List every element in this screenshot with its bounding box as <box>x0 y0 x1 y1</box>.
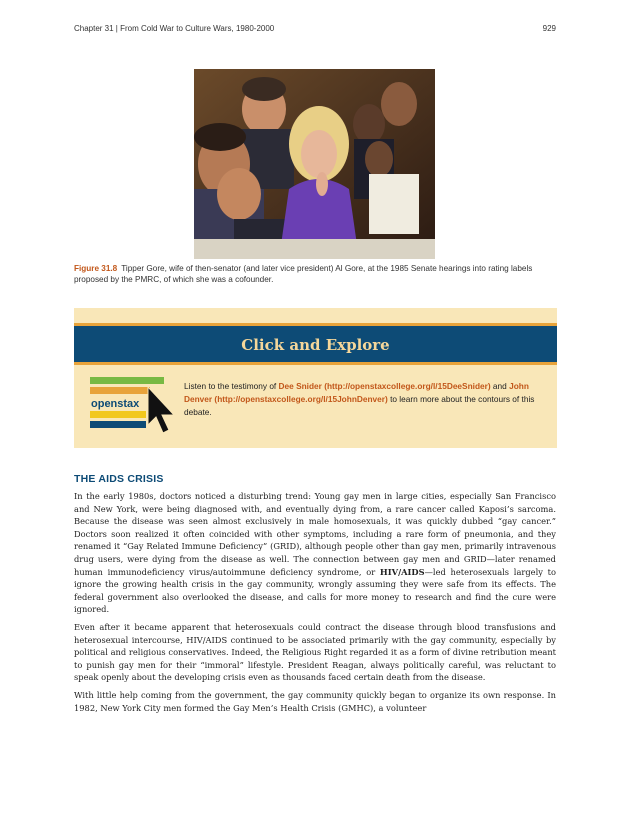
figure-caption-text: Tipper Gore, wife of then-senator (and later vice president) Al Gore, at the 1985 Senate hearings into rating labels proposed by the PMRC, of which she was a cofounder. <box>74 264 533 284</box>
explore-text-part: Listen to the testimony of <box>184 381 279 391</box>
page-header <box>74 24 556 33</box>
figure-caption <box>74 263 558 285</box>
click-and-explore-box <box>74 308 557 448</box>
paragraph-1-text: In the early 1980s, doctors noticed a disturbing trend: Young gay men in large cities, especially San Francisco and New York, were being diagnosed with, and eventually dying from, a rare cancer called Kaposi’s sarcoma. Because the disease was seen almost exclusively in male homosexuals, it was quickly dubbed “gay cancer.” Doctors soon realized it often coincided with other symptoms, including a rare form of pneumonia, and they renamed it “Gay Related Immune Deficiency” (GRID), although people other than gay men, primarily intravenous drug users, were dying from the disease as well. The connection between gay men and GRID—later renamed human immunodeficiency virus/autoimmune deficiency syndrome, or <box>74 491 556 577</box>
page-number: 929 <box>542 24 556 33</box>
key-term: HIV/AIDS <box>379 566 425 577</box>
paragraph-1 <box>74 490 556 616</box>
click-and-explore-text <box>184 380 544 419</box>
dee-snider-link[interactable]: Dee Snider (http://openstaxcollege.org/l/15DeeSnider) <box>278 381 491 391</box>
click-and-explore-title: Click and Explore <box>241 336 390 354</box>
explore-text-part: to learn more about the contours of this debate. <box>184 394 535 417</box>
john-denver-link[interactable]: John Denver (http://openstaxcollege.org/l/15JohnDenver) <box>184 381 529 404</box>
chapter-title: Chapter 31 | From Cold War to Culture Wars, 1980-2000 <box>74 24 275 33</box>
openstax-logo <box>90 377 176 439</box>
hearing-photo-illustration <box>194 69 435 259</box>
hearing-photo <box>194 69 435 259</box>
paragraph-1-text: —led heterosexuals largely to ignore the growing health crisis in the gay community, wrongly assuming they were safe from its effects. The federal government also overlooked the disease, and calls for more money to research and find the cure were ignored. <box>74 566 556 615</box>
explore-text-part: and <box>490 381 510 391</box>
section-heading: THE AIDS CRISIS <box>74 473 164 485</box>
openstax-logo-text: openstax <box>91 398 140 410</box>
openstax-cursor-icon <box>90 377 176 439</box>
section-body <box>74 490 556 719</box>
paragraph-2: Even after it became apparent that heterosexuals could contract the disease through blood transfusions and heterosexual intercourse, HIV/AIDS continued to be associated primarily with the gay community, especially by political and religious conservatives. Indeed, the Religious Right regarded it as a form of divine retribution meant to punish gay men for their “immoral” lifestyle. President Reagan, always politically careful, was reluctant to speak openly about the developing crisis even as thousands faced certain death from the disease. <box>74 621 556 683</box>
paragraph-3: With little help coming from the government, the gay community quickly began to organize its own response. In 1982, New York City men formed the Gay Men’s Health Crisis (GMHC), a volunteer <box>74 689 556 713</box>
figure-label: Figure 31.8 <box>74 264 118 273</box>
click-and-explore-banner <box>74 323 557 365</box>
